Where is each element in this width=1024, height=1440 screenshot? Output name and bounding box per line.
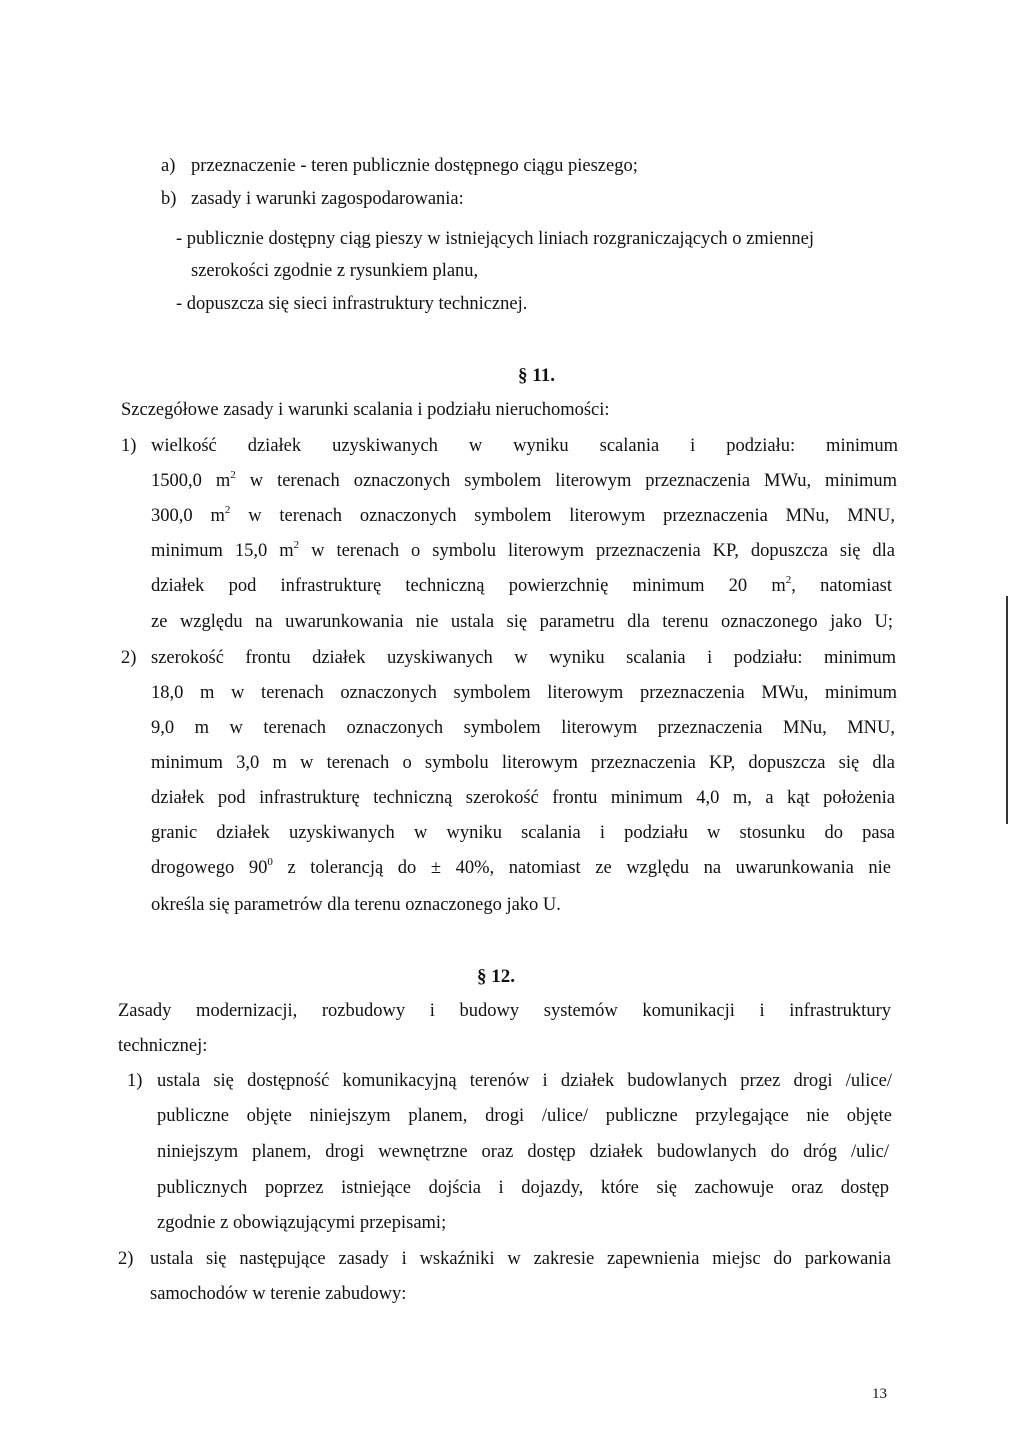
paragraph-line: publiczne objęte niniejszym planem, drogi /ulice/ publiczne przylegające nie objęte: [157, 1106, 892, 1126]
paragraph-line: zgodnie z obowiązującymi przepisami;: [157, 1213, 447, 1233]
paragraph-line: minimum 15,0 $m^2$ w terenach o symbolu literowym przeznaczenia KP, dopuszcza się dla: [151, 538, 896, 561]
list-label: 2): [121, 648, 137, 668]
paragraph-line: ze względu na uwarunkowania nie ustala się parametru dla terenu oznaczonego jako U;: [151, 612, 893, 632]
paragraph-line: ustala się dostępność komunikacyjną terenów i działek budowlanych przez drogi /ulice/: [157, 1071, 892, 1091]
list-label: 1): [127, 1071, 143, 1091]
paragraph-line: 18,0 m w terenach oznaczonych symbolem literowym przeznaczenia MWu, minimum: [151, 683, 897, 703]
paragraph-line: określa się parametrów dla terenu oznaczonego jako U.: [151, 895, 561, 915]
page-number: 13: [872, 1386, 887, 1402]
paragraph-line: działek pod infrastrukturę techniczną szerokość frontu minimum 4,0 m, a kąt położenia: [151, 788, 895, 808]
paragraph-line: działek pod infrastrukturę techniczną powierzchnię minimum 20 $m^2$, natomiast: [151, 573, 892, 596]
paragraph-line: 1500,0 $m^2$ w terenach oznaczonych symbolem literowym przeznaczenia MWu, minimum: [151, 468, 898, 491]
list-label-a: a): [161, 156, 176, 176]
paragraph-line: szerokość frontu działek uzyskiwanych w wyniku scalania i podziału: minimum: [151, 648, 896, 668]
paragraph-line: wielkość działek uzyskiwanych w wyniku scalania i podziału: minimum: [151, 436, 898, 456]
paragraph-line: granic działek uzyskiwanych w wyniku scalania i podziału w stosunku do pasa: [151, 823, 895, 843]
paragraph-line: samochodów w terenie zabudowy:: [150, 1284, 407, 1304]
list-label-b: b): [161, 189, 177, 209]
section-heading: technicznej:: [118, 1036, 208, 1056]
scan-artifact-line: [1006, 596, 1008, 824]
list-item-b-text: zasady i warunki zagospodarowania:: [191, 189, 464, 209]
paragraph-line: szerokości zgodnie z rysunkiem planu,: [191, 261, 479, 281]
section-title-11: § 11.: [518, 365, 555, 386]
section-heading: Szczegółowe zasady i warunki scalania i podziału nieruchomości:: [121, 400, 610, 420]
section-title-12: § 12.: [477, 966, 515, 987]
paragraph-line: drogowego $90^0$ z tolerancją do ± 40%, natomiast ze względu na uwarunkowania nie: [151, 855, 892, 878]
paragraph-line: 300,0 $m^2$ w terenach oznaczonych symbolem literowym przeznaczenia MNu, MNU,: [151, 503, 895, 526]
list-label: 2): [118, 1249, 134, 1269]
paragraph-line: niniejszym planem, drogi wewnętrzne oraz dostęp działek budowlanych do dróg /ulic/: [157, 1142, 889, 1162]
paragraph-line: publicznych poprzez istniejące dojścia i dojazdy, które się zachowuje oraz dostęp: [157, 1178, 889, 1198]
paragraph-line: ustala się następujące zasady i wskaźniki w zakresie zapewnienia miejsc do parkowania: [150, 1249, 891, 1269]
paragraph-line: - publicznie dostępny ciąg pieszy w istniejących liniach rozgraniczających o zmiennej: [176, 229, 814, 249]
section-heading: Zasady modernizacji, rozbudowy i budowy systemów komunikacji i infrastruktury: [118, 1001, 891, 1021]
list-item-a-text: przeznaczenie - teren publicznie dostępnego ciągu pieszego;: [191, 156, 638, 176]
paragraph-line: 9,0 m w terenach oznaczonych symbolem literowym przeznaczenia MNu, MNU,: [151, 718, 895, 738]
list-label: 1): [121, 436, 137, 456]
paragraph-line: - dopuszcza się sieci infrastruktury technicznej.: [176, 294, 528, 314]
paragraph-line: minimum 3,0 m w terenach o symbolu literowym przeznaczenia KP, dopuszcza się dla: [151, 753, 895, 773]
